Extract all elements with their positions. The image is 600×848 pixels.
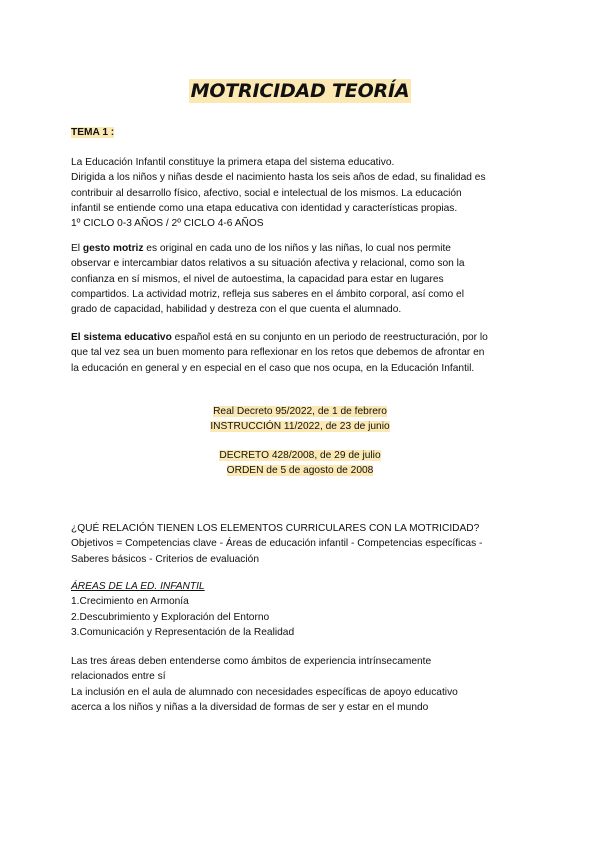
text-line: compartidos. La actividad motriz, refleja sus saberes en el ámbito corporal, así como el (71, 288, 464, 300)
text-line (0, 404, 600, 419)
text-line: grado de capacidad, habilidad y destreza con el que cuenta el alumnado. (71, 304, 402, 316)
text-line (0, 448, 600, 463)
page-title: MOTRICIDAD TEORÍA (190, 80, 410, 102)
normativa-ref: INSTRUCCIÓN 11/2022, de 23 de junio (210, 421, 390, 433)
text-line: 1º CICLO 0-3 AÑOS / 2º CICLO 4-6 AÑOS (71, 218, 264, 230)
text-line (0, 463, 600, 478)
text-line (71, 330, 531, 345)
areas-heading: ÁREAS DE LA ED. INFANTIL (71, 581, 205, 592)
text-line: La Educación Infantil constituye la primera etapa del sistema educativo. (71, 157, 395, 168)
normativa-block-2 (0, 448, 600, 479)
text-line: Saberes básicos - Criterios de evaluación (71, 553, 259, 565)
text-line: ¿QUÉ RELACIÓN TIENEN LOS ELEMENTOS CURRICULARES CON LA MOTRICIDAD? (71, 523, 480, 534)
text-line (71, 579, 531, 594)
areas-list (71, 579, 531, 640)
intro-paragraph (71, 155, 531, 231)
text-line (0, 419, 600, 434)
text-line: que tal vez sea un buen momento para reflexionar en los retos que debemos de afrontar en (71, 347, 485, 359)
text-fragment: español está en su conjunto en un periodo de reestructuración, por lo (171, 332, 488, 343)
list-item: 1.Crecimiento en Armonía (71, 596, 189, 608)
page-title-wrap (0, 80, 600, 102)
text-line (71, 241, 531, 256)
list-item: 2.Descubrimiento y Exploración del Entorno (71, 611, 270, 623)
text-line: confianza en sí mismos, el nivel de autoestima, la capacidad para estar en lugares (71, 273, 444, 285)
normativa-ref: Real Decreto 95/2022, de 1 de febrero (213, 406, 387, 417)
normativa-ref: ORDEN de 5 de agosto de 2008 (226, 465, 374, 477)
bold-term: gesto motriz (82, 243, 144, 254)
text-line: La inclusión en el aula de alumnado con necesidades específicas de apoyo educativo (71, 686, 458, 698)
text-line: contribuir al desarrollo físico, afectivo, social e intelectual de los mismos. La educación (71, 187, 462, 199)
text-line: Las tres áreas deben entenderse como ámbitos de experiencia intrínsecamente (71, 656, 432, 667)
text-line: Dirigida a los niños y niñas desde el nacimiento hasta los seis años de edad, su finalidad es (71, 172, 486, 184)
final-paragraph (71, 654, 531, 715)
text-line: observar e intercambiar datos relativos a su situación afectiva y relacional, como son la (71, 258, 465, 270)
section-heading (71, 127, 114, 138)
sistema-paragraph (71, 330, 531, 376)
text-line: la educación en general y en especial en el caso que nos ocupa, en la Educación Infantil. (71, 362, 475, 374)
text-fragment: El (71, 243, 83, 254)
normativa-block-1 (0, 404, 600, 435)
text-line: Objetivos = Competencias clave - Áreas de educación infantil - Competencias específicas - (71, 538, 483, 550)
normativa-ref: DECRETO 428/2008, de 29 de julio (219, 450, 381, 461)
gesto-paragraph (71, 241, 531, 317)
list-item: 3.Comunicación y Representación de la Realidad (71, 626, 295, 638)
bold-term: El sistema educativo (71, 332, 172, 343)
text-line: infantil se entiende como una etapa educativa con identidad y características propias. (71, 202, 458, 214)
tema-label: TEMA 1 : (71, 127, 115, 138)
pregunta-paragraph (71, 521, 541, 567)
text-line: acerca a los niños y niñas a la diversidad de formas de ser y estar en el mundo (71, 701, 429, 713)
text-fragment: es original en cada uno de los niños y las niñas, lo cual nos permite (143, 243, 451, 254)
text-line: relacionados entre sí (71, 671, 166, 683)
